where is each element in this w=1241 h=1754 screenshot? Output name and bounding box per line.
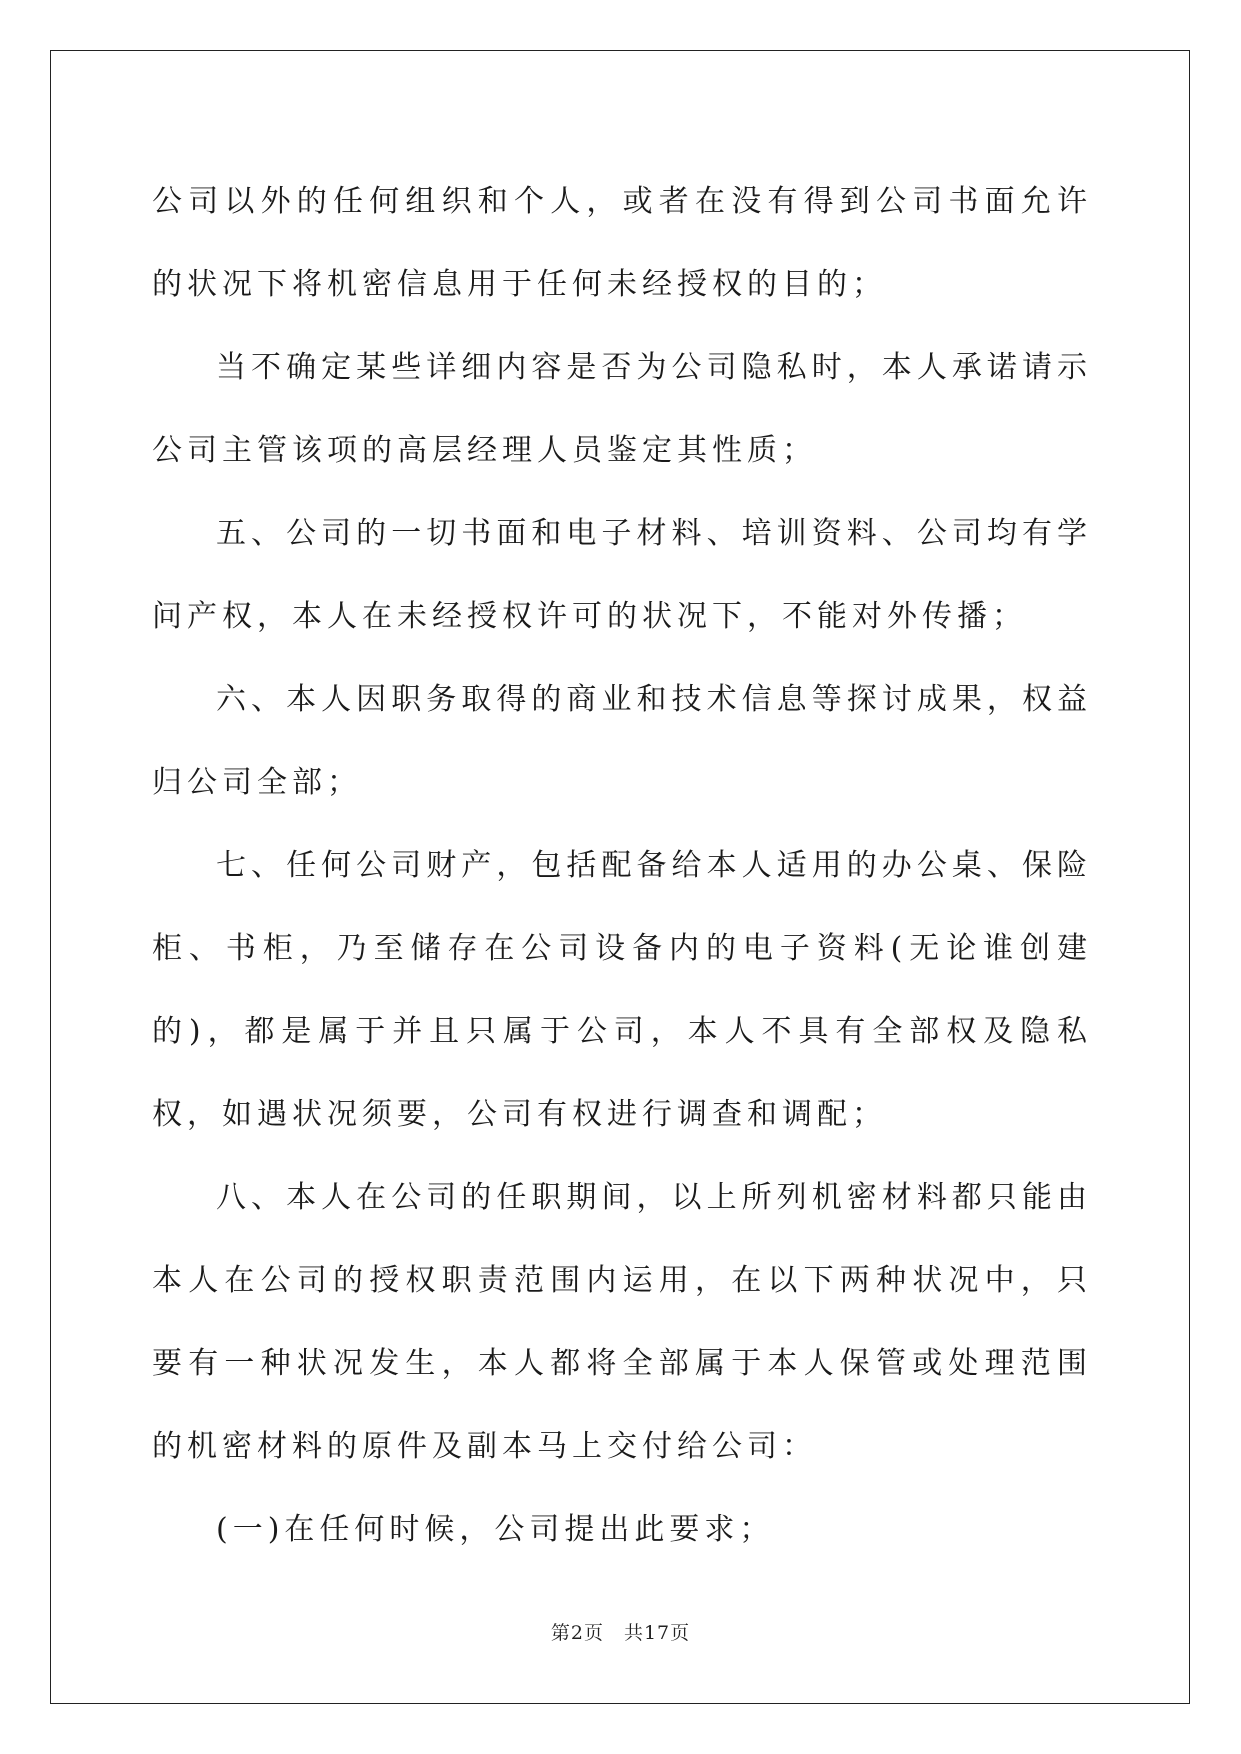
paragraph-2: 当不确定某些详细内容是否为公司隐私时，本人承诺请示公司主管该项的高层经理人员鉴定其性质； [152, 350, 1092, 468]
page-number-footer: 第2页 共17页 [550, 1622, 691, 1644]
paragraph-4: 六、本人因职务取得的商业和技术信息等探讨成果，权益归公司全部； [152, 682, 1092, 800]
paragraph-7: (一)在任何时候，公司提出此要求； [216, 1512, 775, 1547]
paragraph-3: 五、公司的一切书面和电子材料、培训资料、公司均有学问产权，本人在未经授权许可的状况下，不能对外传播； [152, 516, 1092, 634]
paragraph-5: 七、任何公司财产，包括配备给本人适用的办公桌、保险柜、书柜，乃至储存在公司设备内的电子资料(无论谁创建的)，都是属于并且只属于公司，本人不具有全部权及隐私权，如遇状况须要，公司有权进行调查和调配； [152, 848, 1092, 1132]
paragraph-6: 八、本人在公司的任职期间，以上所列机密材料都只能由本人在公司的授权职责范围内运用，在以下两种状况中，只要有一种状况发生，本人都将全部属于本人保管或处理范围的机密材料的原件及副本马上交付给公司： [152, 1180, 1092, 1464]
document-body [152, 160, 1092, 1571]
paragraph-1: 公司以外的任何组织和个人，或者在没有得到公司书面允许的状况下将机密信息用于任何未经授权的目的； [152, 184, 1092, 302]
